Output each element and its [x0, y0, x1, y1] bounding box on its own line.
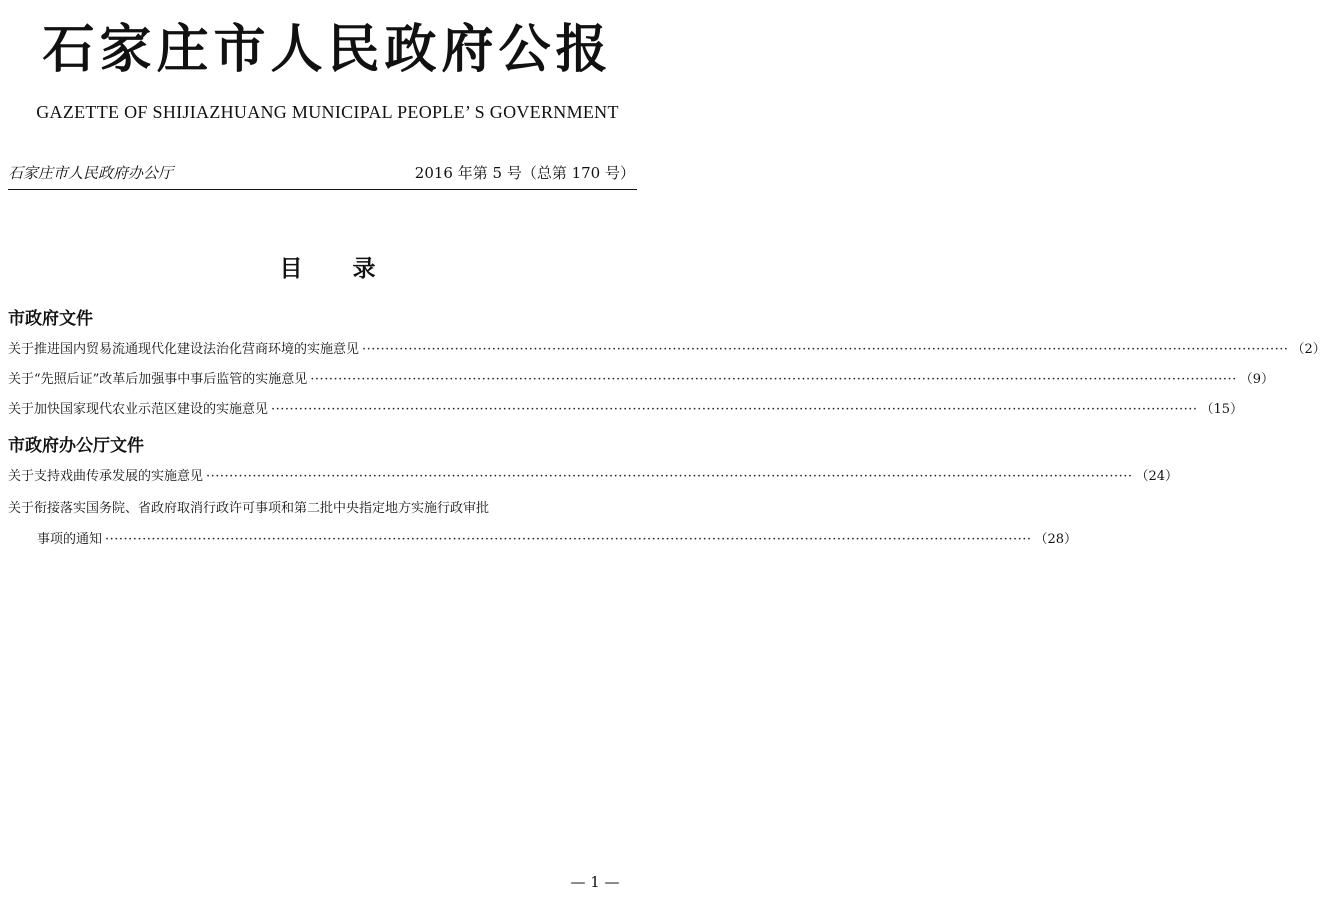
dot-leader: ········································································································································································································ — [362, 342, 1289, 357]
toc-entry-title: 关于支持戏曲传承发展的实施意见 — [8, 469, 204, 484]
section-heading-municipal-general-office: 市政府办公厅文件 — [8, 436, 144, 456]
toc-entry[interactable] — [8, 399, 1244, 421]
dot-leader: ········································································································································································································ — [105, 532, 1032, 547]
toc-entry-page: （2） — [1291, 342, 1326, 357]
header-rule — [8, 189, 637, 190]
dot-leader: ········································································································································································································ — [271, 402, 1198, 417]
toc-title: 目录 — [279, 256, 426, 282]
page-number: — 1 — — [570, 873, 620, 891]
toc-entry-title: 关于“先照后证”改革后加强事中事后监管的实施意见 — [8, 372, 308, 387]
toc-entry[interactable] — [8, 369, 1275, 391]
dot-leader: ········································································································································································································ — [310, 372, 1237, 387]
toc-entry-page: （28） — [1034, 532, 1078, 547]
toc-entry-page: （15） — [1200, 402, 1244, 417]
toc-entry[interactable] — [8, 339, 1326, 361]
issuer-row — [8, 160, 635, 186]
toc-entry-title-line2: 事项的通知 — [37, 532, 103, 547]
toc-entry-title: 关于推进国内贸易流通现代化建设法治化营商环境的实施意见 — [8, 342, 360, 357]
dot-leader: ········································································································································································································ — [206, 469, 1133, 484]
masthead-title: 石家庄市人民政府公报 — [42, 20, 613, 80]
section-heading-municipal-government: 市政府文件 — [8, 309, 93, 329]
masthead-english-title: GAZETTE OF SHIJIAZHUANG MUNICIPAL PEOPLE’ S GOVERNMENT — [36, 102, 619, 122]
issue-number: 2016 年第 5 号（总第 170 号） — [414, 164, 635, 182]
toc-entry[interactable] — [37, 529, 1078, 551]
issuer-name: 石家庄市人民政府办公厅 — [8, 164, 174, 182]
toc-entry[interactable] — [8, 466, 1179, 488]
toc-entry-page: （24） — [1135, 469, 1179, 484]
toc-entry-page: （9） — [1239, 372, 1275, 387]
toc-entry-title: 关于加快国家现代农业示范区建设的实施意见 — [8, 402, 269, 417]
toc-entry-title-line1[interactable]: 关于衔接落实国务院、省政府取消行政许可事项和第二批中央指定地方实施行政审批 — [8, 501, 490, 516]
